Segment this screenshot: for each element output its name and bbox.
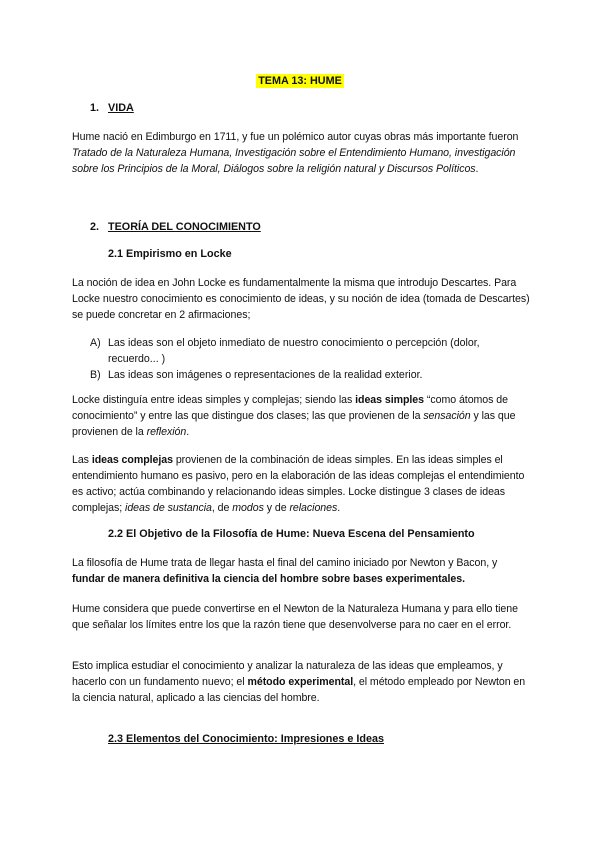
section-1-number: 1. — [90, 102, 100, 114]
text-run: . — [337, 502, 341, 514]
italic-term: relaciones — [289, 502, 338, 514]
text-run: Esto implica estudiar el conocimiento y analizar la naturaleza de las ideas que empleamos, y hacerlo con un fundamento nuevo; el — [72, 660, 503, 688]
biography-text: Hume nació en Edimburgo en 1711, y fue un polémico autor cuyas obras más importante fueron — [72, 131, 519, 143]
paragraph-method — [72, 658, 530, 706]
paragraph-complex-ideas — [72, 452, 530, 516]
italic-term: reflexión — [146, 426, 187, 438]
section-2-heading — [90, 219, 261, 235]
page-title: TEMA 13: HUME — [258, 75, 342, 87]
paragraph-hume-objective — [72, 555, 530, 587]
text-run: provienen de la combinación de ideas simples. En las ideas simples el entendimiento humano es pasivo, pero en la elaboración de las ideas complejas el entendimiento es activo; actúa combinando y relacionando ideas simples. Locke distingue 3 clases de ideas complejas; — [72, 454, 525, 514]
bold-term: método experimental — [247, 676, 354, 688]
title-block — [0, 71, 600, 89]
bold-term: ideas simples — [355, 394, 424, 406]
biography-end: . — [475, 163, 479, 175]
affirmations-list — [90, 335, 530, 383]
bold-term: ideas complejas — [91, 454, 173, 466]
paragraph-simple-ideas — [72, 392, 530, 440]
paragraph-locke-idea: La noción de idea en John Locke es fundamentalmente la misma que introdujo Descartes. Para Locke nuestro conocimiento es conocimiento de ideas, y su noción de idea (tomada de Descartes) se puede concretar en 2 afirmaciones; — [72, 277, 530, 321]
list-marker: A) — [90, 337, 101, 349]
list-marker: B) — [90, 369, 101, 381]
text-run: La filosofía de Hume trata de llegar hasta el final del camino iniciado por Newton y Bacon, y — [72, 557, 498, 569]
bold-statement: fundar de manera definitiva la ciencia del hombre sobre bases experimentales. — [72, 573, 465, 585]
text-run: Locke distinguía entre ideas simples y complejas; siendo las — [72, 394, 356, 406]
subsection-2-2-heading: 2.2 El Objetivo de la Filosofía de Hume: Nueva Escena del Pensamiento — [108, 528, 475, 540]
text-run: , el método empleado por Newton en la ciencia natural, aplicado a las ciencias del hombre. — [72, 676, 526, 704]
text-run: Las — [72, 454, 92, 466]
list-item-text: Las ideas son el objeto inmediato de nuestro conocimiento o percepción (dolor, recuerdo... ) — [108, 337, 480, 365]
section-2-number: 2. — [90, 221, 100, 233]
text-run: y las que provienen de la — [72, 410, 516, 438]
section-1-heading — [90, 100, 134, 116]
list-item — [90, 367, 530, 383]
text-run: . — [186, 426, 190, 438]
paragraph-biography — [72, 129, 530, 177]
list-item — [90, 335, 530, 367]
subsection-2-1-heading: 2.1 Empirismo en Locke — [108, 248, 232, 260]
section-1-title: VIDA — [108, 102, 134, 114]
italic-term: ideas de sustancia — [125, 502, 212, 514]
subsection-2-3-heading: 2.3 Elementos del Conocimiento: Impresiones e Ideas — [108, 733, 385, 745]
italic-term: modos — [232, 502, 264, 514]
text-run: , de — [211, 502, 233, 514]
paragraph-newton: Hume considera que puede convertirse en el Newton de la Naturaleza Humana y para ello tiene que señalar los límites entre los que la razón tiene que desenvolverse para no caer en el error. — [72, 603, 518, 631]
italic-term: sensación — [423, 410, 471, 422]
text-run: y de — [263, 502, 290, 514]
text-run: “como átomos de conocimiento” y entre las que distingue dos clases; las que provienen de la — [72, 394, 508, 422]
works-list: Tratado de la Naturaleza Humana, Investigación sobre el Entendimiento Humano, investigación sobre los Principios de la Moral, Diálogos sobre la religión natural y Discursos Políticos — [72, 147, 516, 175]
section-2-title: TEORÍA DEL CONOCIMIENTO — [108, 221, 261, 233]
list-item-text: Las ideas son imágenes o representaciones de la realidad exterior. — [108, 369, 423, 381]
